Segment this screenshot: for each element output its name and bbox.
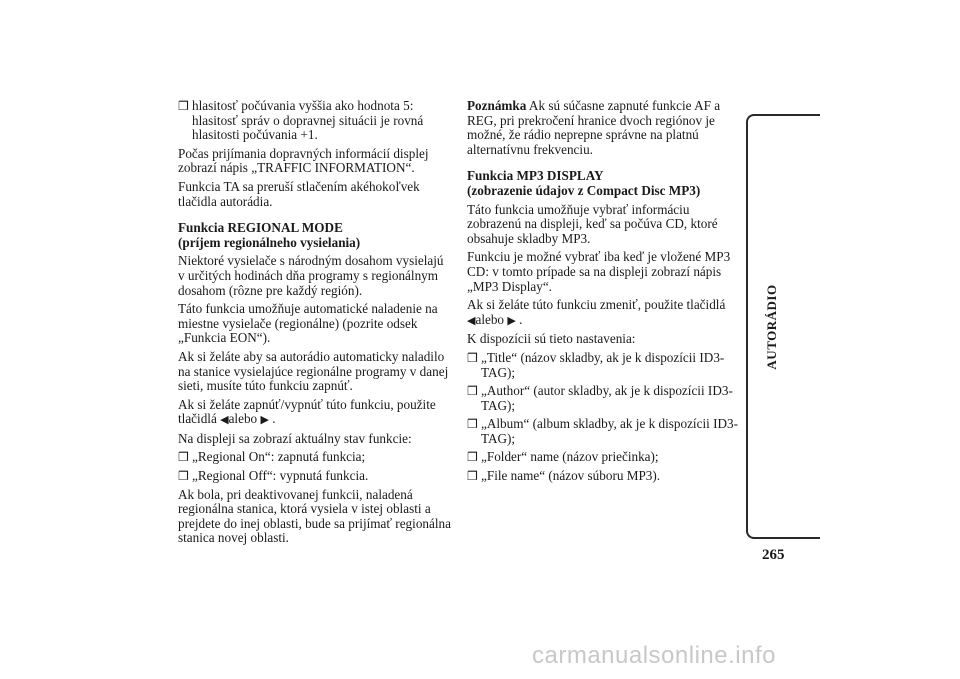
list-item: ❒ „Title“ (názov skladby, ak je k dispozícii ID3-TAG);: [467, 349, 725, 380]
list-item: ❒ „File name“ (názov súboru MP3).: [467, 468, 661, 484]
section-heading: Funkcia MP3 DISPLAY (zobrazenie údajov z Compact Disc MP3): [467, 168, 701, 198]
checkbox-bullet-icon: ❒: [467, 450, 478, 465]
paragraph: Počas prijímania dopravných informácií displej zobrazí nápis „TRAFFIC INFORMATION“.: [178, 145, 429, 176]
paragraph: Funkciu je možné vybrať iba keď je vložené MP3 CD: v tomto prípade sa na displeji zobrazí nápis „MP3 Display“.: [467, 249, 731, 294]
paragraph: Ak si želáte aby sa autorádio automaticky naladilo na stanice vysielajúce regionálne programy v danej sieti, musíte túto funkciu zapnúť.: [178, 348, 449, 394]
triangle-right-icon: [260, 414, 268, 426]
paragraph: Táto funkcia umožňuje automatické naladenie na miestne vysielače (regionálne) (pozrite odsek „Funkcia EON“).: [178, 301, 438, 346]
note-label: Poznámka: [467, 98, 527, 113]
checkbox-bullet-icon: ❒: [178, 99, 189, 113]
list-item: ❒ hlasitosť počúvania vyššia ako hodnota 5: hlasitosť správ o dopravnej situácii je rovná hlasitosti počúvania +1.: [178, 98, 424, 143]
list-item: ❒ „Regional On“: zapnutá funkcia;: [178, 449, 366, 465]
page-number: 265: [762, 547, 785, 563]
list-item: ❒ „Regional Off“: vypnutá funkcia.: [178, 468, 369, 484]
paragraph: Ak si želáte zapnúť/vypnúť túto funkciu, použite tlačidlá ◀ alebo ▶ .: [178, 398, 453, 428]
paragraph: Na displeji sa zobrazí aktuálny stav funkcie:: [178, 430, 412, 446]
paragraph: Niektoré vysielače s národným dosahom vysielajú v určitých hodinách dňa programy s regionálnym dosahom (rôzne pre každý región).: [178, 253, 444, 298]
note-paragraph: Poznámka Ak sú súčasne zapnuté funkcie AF a REG, pri prekročení hranice dvoch regiónov je možné, že rádio neprepne správne na platnú alternatívnu frekvenciu.: [467, 98, 721, 157]
checkbox-bullet-icon: ❒: [467, 350, 478, 365]
section-heading: Funkcia REGIONAL MODE (príjem regionálneho vysielania): [178, 220, 361, 250]
chapter-label: AUTORÁDIO: [764, 284, 779, 370]
paragraph: Táto funkcia umožňuje vybrať informáciu zobrazenú na displeji, keď sa počúva CD, ktoré obsahuje skladby MP3.: [467, 201, 718, 246]
paragraph: Ak bola, pri deaktivovanej funkcii, naladená regionálna stanica, ktorá vysiela v istej oblasti a prejdete do inej oblasti, bude sa prijímať regionálna stanica novej oblasti.: [178, 486, 451, 546]
checkbox-bullet-icon: ❒: [178, 469, 189, 484]
triangle-left-icon: [220, 414, 228, 426]
checkbox-bullet-icon: ❒: [467, 469, 478, 484]
triangle-right-icon: [507, 315, 515, 327]
chapter-tab: [746, 114, 820, 539]
right-column: [467, 99, 745, 488]
list-item: ❒ „Album“ (album skladby, ak je k dispozícii ID3-TAG);: [467, 416, 738, 446]
paragraph: Ak si želáte túto funkciu zmeniť, použite tlačidlá ◀ alebo ▶ .: [467, 298, 745, 328]
paragraph: K dispozícii sú tieto nastavenia:: [467, 331, 636, 347]
checkbox-bullet-icon: ❒: [467, 384, 478, 399]
paragraph: Funkcia TA sa preruší stlačením akéhokoľvek tlačidla autorádia.: [178, 178, 420, 209]
left-column: [178, 99, 453, 550]
checkbox-bullet-icon: ❒: [467, 417, 478, 432]
list-item: ❒ „Author“ (autor skladby, ak je k dispozícii ID3-TAG);: [467, 383, 733, 413]
watermark: carmanualsonline.info: [532, 642, 776, 669]
checkbox-bullet-icon: ❒: [178, 450, 189, 465]
list-item: ❒ „Folder“ name (názov priečinka);: [467, 449, 659, 465]
